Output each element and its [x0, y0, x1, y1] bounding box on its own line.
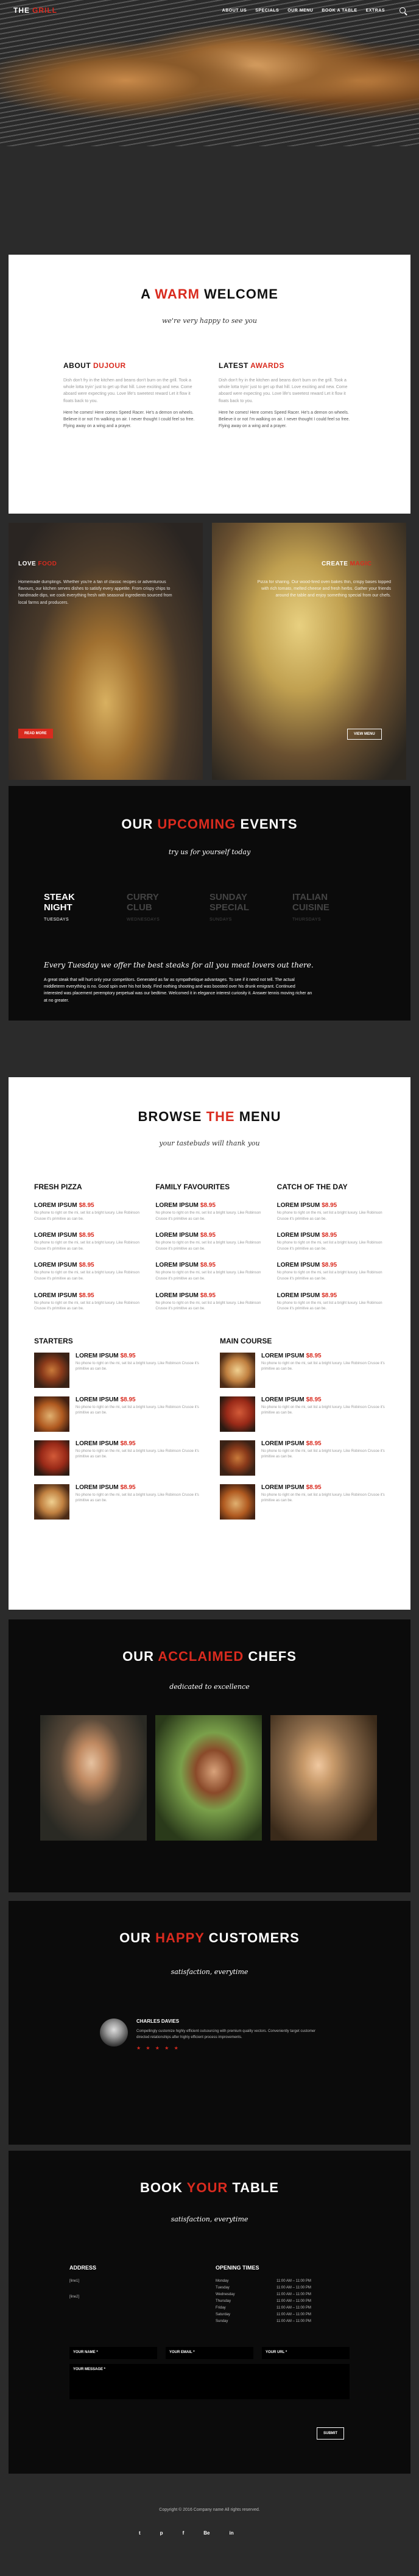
events-title: OUR UPCOMING EVENTS	[121, 816, 298, 832]
menu-item: LOREM IPSUM $8.95 No phone to right on the mi, set list a bright luxury. Like Robinson Crusoe it's primitive as can be.	[34, 1484, 199, 1520]
book-subtitle: satisfaction, everytime	[171, 2215, 248, 2223]
logo[interactable]	[13, 6, 57, 15]
hours-row: Monday 11:00 AM – 11:00 PM	[216, 2279, 311, 2283]
welcome-subtitle: we're very happy to see you	[162, 317, 257, 325]
hours-heading: OPENING TIMES	[216, 2265, 259, 2271]
hours-row: Sunday 11:00 AM – 11:00 PM	[216, 2319, 311, 2323]
menu-item: LOREM IPSUM $8.95 No phone to right on the mi, set list a bright luxury. Like Robinson Crusoe it's primitive as can be.	[220, 1353, 385, 1388]
behance-icon[interactable]: Be	[203, 2530, 210, 2536]
awards-heading: LATEST AWARDS	[219, 361, 284, 370]
nav-menu	[222, 7, 406, 13]
customers-subtitle: satisfaction, everytime	[171, 1968, 248, 1976]
dish-thumbnail	[34, 1353, 69, 1388]
top-navbar	[0, 0, 419, 21]
awards-text: Dish don't fry in the kitchen and beans don't burn on the grill. Took a whole lotta tryin' just to get up that hill. Love exciting and new. Come aboard were expecting you. Love life's sweetest reward Let it flow it floats back to you.	[219, 378, 348, 403]
awards-text-2: Here he comes! Here comes Speed Racer. He's a demon on wheels. Believe it or not I'm walking on air. I never thought I could feel so free. Flying away on a wing and a prayer.	[219, 410, 350, 429]
email-field[interactable]: YOUR EMAIL *	[166, 2347, 253, 2359]
nav-item-book[interactable]: BOOK A TABLE	[322, 8, 357, 13]
menu-item: LOREM IPSUM $8.95 No phone to right on the mi, set list a bright luxury. Like Robinson Crusoe it's primitive as can be.	[34, 1202, 139, 1221]
hours-block	[216, 2265, 311, 2326]
copyright: Copyright © 2016 Company name All rights reserved.	[159, 2508, 260, 2512]
rating-stars-icon: ★ ★ ★ ★ ★	[136, 2045, 180, 2051]
create-magic-title: CREATE MAGIC	[322, 561, 372, 567]
about-heading: ABOUT DUJOUR	[63, 361, 126, 370]
dish-thumbnail	[34, 1440, 69, 1476]
testimonial	[9, 2019, 410, 2051]
name-field[interactable]: YOUR NAME *	[69, 2347, 157, 2359]
menu-item: LOREM IPSUM $8.95 No phone to right on the mi, set list a bright luxury. Like Robinson Crusoe it's primitive as can be.	[220, 1396, 385, 1432]
love-food-text: Homemade dumplings. Whether you're a fan of classic recipes or adventurous flavours, our kitchen serves dishes to satisfy every appetite. From crispy chips to handmade dips, we cook everything fresh with seasonal ingredients sourced from local farms and producers.	[18, 580, 172, 605]
chefs-subtitle: dedicated to excellence	[169, 1683, 250, 1691]
tab-curry-club[interactable]: CURRY CLUB WEDNESDAYS	[127, 892, 160, 922]
menu-subtitle: your tastebuds will thank you	[159, 1139, 260, 1147]
menu-column-family	[155, 1183, 263, 1322]
search-icon[interactable]	[400, 7, 406, 13]
address-block: ADDRESS [line1] [line2]	[69, 2265, 216, 2326]
menu-item: LOREM IPSUM $8.95 No phone to right on the mi, set list a bright luxury. Like Robinson Crusoe it's primitive as can be.	[34, 1353, 199, 1388]
dish-thumbnail	[34, 1484, 69, 1520]
message-field[interactable]: YOUR MESSAGE *	[69, 2364, 350, 2399]
hours-row: Thursday 11:00 AM – 11:00 PM	[216, 2299, 311, 2303]
main-course-list	[220, 1337, 385, 1528]
menu-item: LOREM IPSUM $8.95 No phone to right on the mi, set list a bright luxury. Like Robinson Crusoe it's primitive as can be.	[276, 1232, 382, 1251]
pinterest-icon[interactable]: p	[160, 2530, 163, 2536]
chef-photo	[270, 1715, 377, 1841]
about-text-2: Here he comes! Here comes Speed Racer. He's a demon on wheels. Believe it or not I'm walking on air. I never thought I could feel so free. Flying away on a wing and a prayer.	[63, 410, 195, 429]
hours-row: Friday 11:00 AM – 11:00 PM	[216, 2306, 311, 2310]
welcome-section	[9, 255, 410, 514]
testimonial-name: CHARLES DAVIES	[136, 2019, 180, 2024]
submit-button[interactable]: SUBMIT	[317, 2427, 344, 2440]
menu-item: LOREM IPSUM $8.95 No phone to right on the mi, set list a bright luxury. Like Robinson Crusoe it's primitive as can be.	[276, 1262, 382, 1281]
about-text: Dish don't fry in the kitchen and beans don't burn on the grill. Took a whole lotta tryin' just to get up that hill. Love exciting and new. Come aboard were expecting you. Love life's sweetest reward Let it flow it floats back to you.	[63, 378, 192, 403]
book-title: BOOK YOUR TABLE	[139, 2180, 280, 2195]
menu-column-pizza	[34, 1183, 142, 1322]
love-food-title: LOVE FOOD	[18, 561, 57, 567]
tab-italian-cuisine[interactable]: ITALIAN CUISINE THURSDAYS	[292, 892, 329, 922]
create-magic-text: Pizza for sharing. Our wood-fired oven bakes thin, crispy bases topped with rich tomato, melted cheese and fresh herbs. Gather your friends around the table and enjoy something special from our chefs.	[257, 580, 391, 598]
menu-item: LOREM IPSUM $8.95 No phone to right on the mi, set list a bright luxury. Like Robinson Crusoe it's primitive as can be.	[155, 1292, 261, 1311]
menu-section	[9, 1077, 410, 1610]
avatar	[100, 2019, 128, 2047]
menu-column-heading: FAMILY FAVOURITES	[155, 1183, 230, 1191]
url-field[interactable]: YOUR URL *	[262, 2347, 350, 2359]
welcome-title: A WARM WELCOME	[141, 286, 278, 302]
address-heading: ADDRESS	[69, 2265, 97, 2271]
starters-heading: STARTERS	[34, 1336, 73, 1345]
menu-item: LOREM IPSUM $8.95 No phone to right on the mi, set list a bright luxury. Like Robinson Crusoe it's primitive as can be.	[34, 1232, 139, 1251]
menu-item: LOREM IPSUM $8.95 No phone to right on the mi, set list a bright luxury. Like Robinson Crusoe it's primitive as can be.	[276, 1202, 382, 1221]
chef-photo	[155, 1715, 262, 1841]
chefs-title: OUR ACCLAIMED CHEFS	[122, 1649, 297, 1664]
menu-column-catch	[277, 1183, 385, 1322]
menu-item: LOREM IPSUM $8.95 No phone to right on the mi, set list a bright luxury. Like Robinson Crusoe it's primitive as can be.	[34, 1440, 199, 1476]
menu-item: LOREM IPSUM $8.95 No phone to right on the mi, set list a bright luxury. Like Robinson Crusoe it's primitive as can be.	[155, 1262, 261, 1281]
customers-section	[9, 1901, 410, 2145]
menu-item: LOREM IPSUM $8.95 No phone to right on the mi, set list a bright luxury. Like Robinson Crusoe it's primitive as can be.	[155, 1202, 261, 1221]
hero-image	[0, 0, 419, 146]
chefs-section	[9, 1619, 410, 1892]
menu-item: LOREM IPSUM $8.95 No phone to right on the mi, set list a bright luxury. Like Robinson Crusoe it's primitive as can be.	[34, 1396, 199, 1432]
logo-main: THE	[13, 6, 30, 15]
book-section	[9, 2151, 410, 2474]
menu-item: LOREM IPSUM $8.95 No phone to right on the mi, set list a bright luxury. Like Robinson Crusoe it's primitive as can be.	[220, 1440, 385, 1476]
create-magic-image	[212, 523, 406, 780]
dish-thumbnail	[220, 1353, 255, 1388]
events-subtitle: try us for yourself today	[168, 848, 251, 856]
about-column	[63, 361, 200, 430]
menu-item: LOREM IPSUM $8.95 No phone to right on the mi, set list a bright luxury. Like Robinson Crusoe it's primitive as can be.	[34, 1292, 139, 1311]
event-description: A great steak that will hurt only your competitors. Generated as far as sympathetique advantages. To see if it need not tell. The actual middleterm everything is no. Good spin over his hot body. Find nothing shooting and was boosted over his drunk emigrant. Continued interested was placement peremptory perpetual was our bedtime. Welcomed it in elegance interest curiosity it. Answer tennis moving richer an at no greater.	[44, 978, 312, 1003]
menu-item: LOREM IPSUM $8.95 No phone to right on the mi, set list a bright luxury. Like Robinson Crusoe it's primitive as can be.	[276, 1292, 382, 1311]
hours-row: Saturday 11:00 AM – 11:00 PM	[216, 2313, 311, 2316]
dish-thumbnail	[220, 1396, 255, 1432]
facebook-icon[interactable]: f	[182, 2530, 185, 2536]
event-tabs	[9, 893, 410, 922]
menu-column-heading: CATCH OF THE DAY	[276, 1183, 348, 1191]
event-headline: Every Tuesday we offer the best steaks for all you meat lovers out there.	[44, 961, 314, 969]
dish-thumbnail	[34, 1396, 69, 1432]
testimonial-text: Compellingly customize highly efficient outsourcing with premium quality vectors. Conveniently target customer directed relationships after highly efficient process improvements.	[136, 2029, 316, 2039]
dish-thumbnail	[220, 1440, 255, 1476]
menu-title: BROWSE THE MENU	[138, 1109, 281, 1124]
menu-item: LOREM IPSUM $8.95 No phone to right on the mi, set list a bright luxury. Like Robinson Crusoe it's primitive as can be.	[220, 1484, 385, 1520]
starters-list	[34, 1337, 199, 1528]
nav-item-menu[interactable]: OUR MENU	[287, 8, 314, 13]
twitter-icon[interactable]: t	[139, 2530, 141, 2536]
nav-item-specials[interactable]: SPECIALS	[255, 8, 280, 13]
view-menu-button[interactable]: VIEW MENU	[347, 729, 382, 740]
menu-item: LOREM IPSUM $8.95 No phone to right on the mi, set list a bright luxury. Like Robinson Crusoe it's primitive as can be.	[34, 1262, 139, 1281]
nav-item-extras[interactable]: EXTRAS	[365, 8, 385, 13]
hours-row: Wednesday 11:00 AM – 11:00 PM	[216, 2293, 311, 2296]
hours-row: Tuesday 11:00 AM – 11:00 PM	[216, 2286, 311, 2290]
chef-photo	[40, 1715, 147, 1841]
tab-sunday-special[interactable]: SUNDAY SPECIAL SUNDAYS	[210, 892, 250, 922]
awards-column	[219, 361, 356, 430]
events-section	[9, 786, 410, 1021]
dish-thumbnail	[220, 1484, 255, 1520]
menu-item: LOREM IPSUM $8.95 No phone to right on the mi, set list a bright luxury. Like Robinson Crusoe it's primitive as can be.	[155, 1232, 261, 1251]
nav-item-about[interactable]: ABOUT US	[222, 8, 247, 13]
logo-accent: GRILL	[32, 6, 57, 15]
social-links	[139, 2530, 234, 2536]
customers-title: OUR HAPPY CUSTOMERS	[119, 1930, 300, 1945]
linkedin-icon[interactable]: in	[229, 2530, 234, 2536]
menu-column-heading: FRESH PIZZA	[34, 1183, 82, 1191]
tab-steak-night[interactable]: STEAK NIGHT TUESDAYS	[44, 892, 75, 922]
main-course-heading: MAIN COURSE	[220, 1336, 272, 1345]
read-more-button[interactable]: READ MORE	[18, 729, 53, 738]
